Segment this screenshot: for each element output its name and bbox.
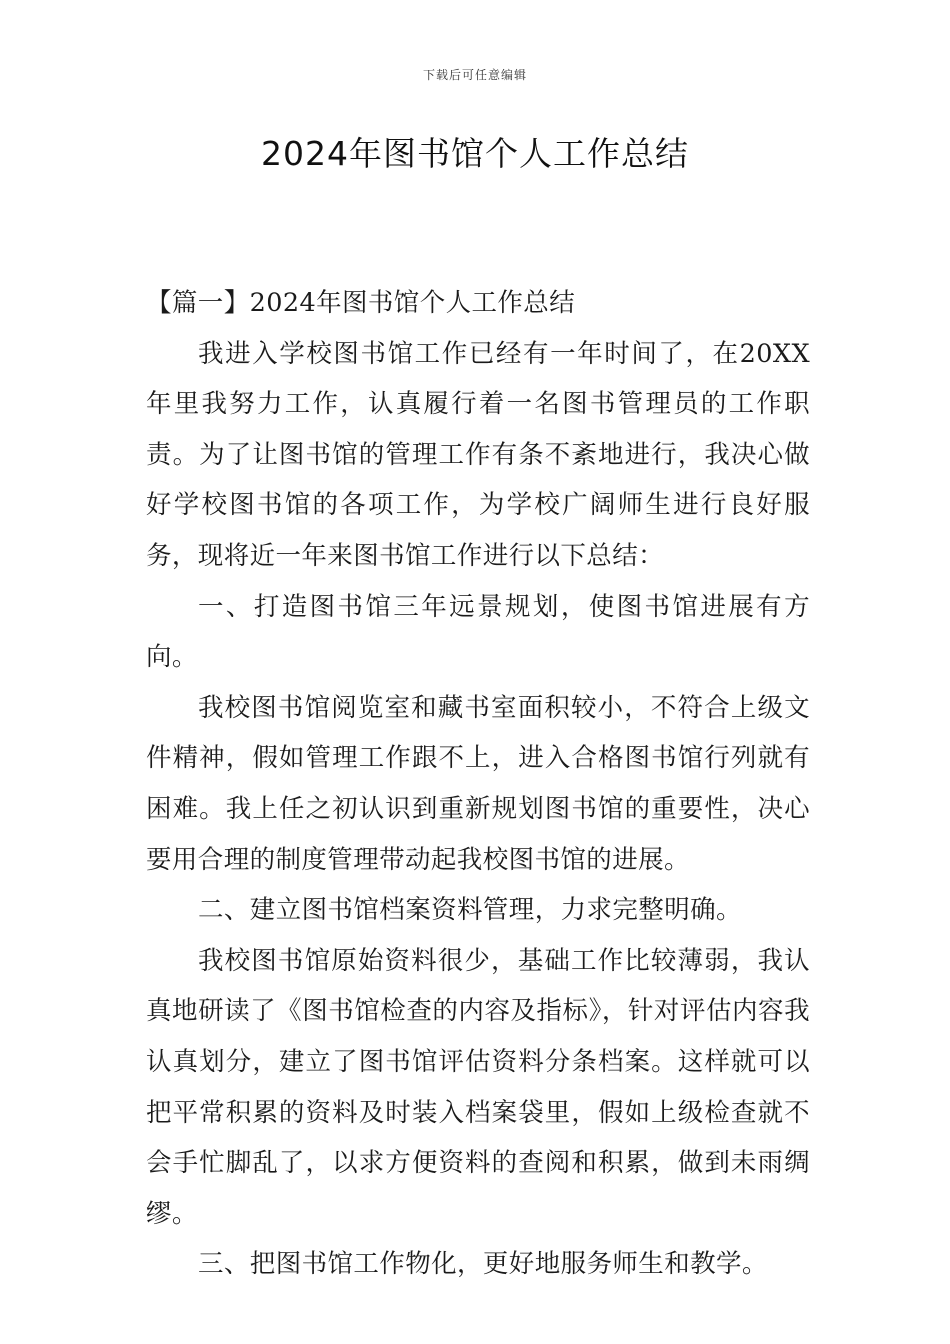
heading-item-two: 二、建立图书馆档案资料管理，力求完整明确。 (198, 895, 742, 926)
document-title: 2024年图书馆个人工作总结 (261, 134, 689, 173)
paragraph-item-one: 我校图书馆阅览室和藏书室面积较小，不符合上级文件精神，假如管理工作跟不上，进入合格图书馆行列就有困难。我上任之初认识到重新规划图书馆的重要性，决心要用合理的制度管理带动起我校图书馆的进展。 (146, 692, 810, 875)
document-body (146, 278, 810, 1290)
section-label: 【篇一】2024年图书馆个人工作总结 (146, 288, 576, 318)
heading-item-one: 一、打造图书馆三年远景规划，使图书馆进展有方向。 (146, 591, 810, 673)
paragraph-item-two: 我校图书馆原始资料很少，基础工作比较薄弱，我认真地研读了《图书馆检查的内容及指标》，针对评估内容我认真划分，建立了图书馆评估资料分条档案。这样就可以把平常积累的资料及时装入档案袋里，假如上级检查就不会手忙脚乱了，以求方便资料的查阅和积累，做到未雨绸缪。 (146, 945, 810, 1229)
heading-item-three: 三、把图书馆工作物化，更好地服务师生和教学。 (198, 1249, 768, 1280)
paragraph-intro: 我进入学校图书馆工作已经有一年时间了，在20XX年里我努力工作，认真履行着一名图书管理员的工作职责。为了让图书馆的管理工作有条不紊地进行，我决心做好学校图书馆的各项工作，为学校广阔师生进行良好服务，现将近一年来图书馆工作进行以下总结： (146, 338, 810, 571)
header-note: 下载后可任意编辑 (422, 68, 527, 82)
